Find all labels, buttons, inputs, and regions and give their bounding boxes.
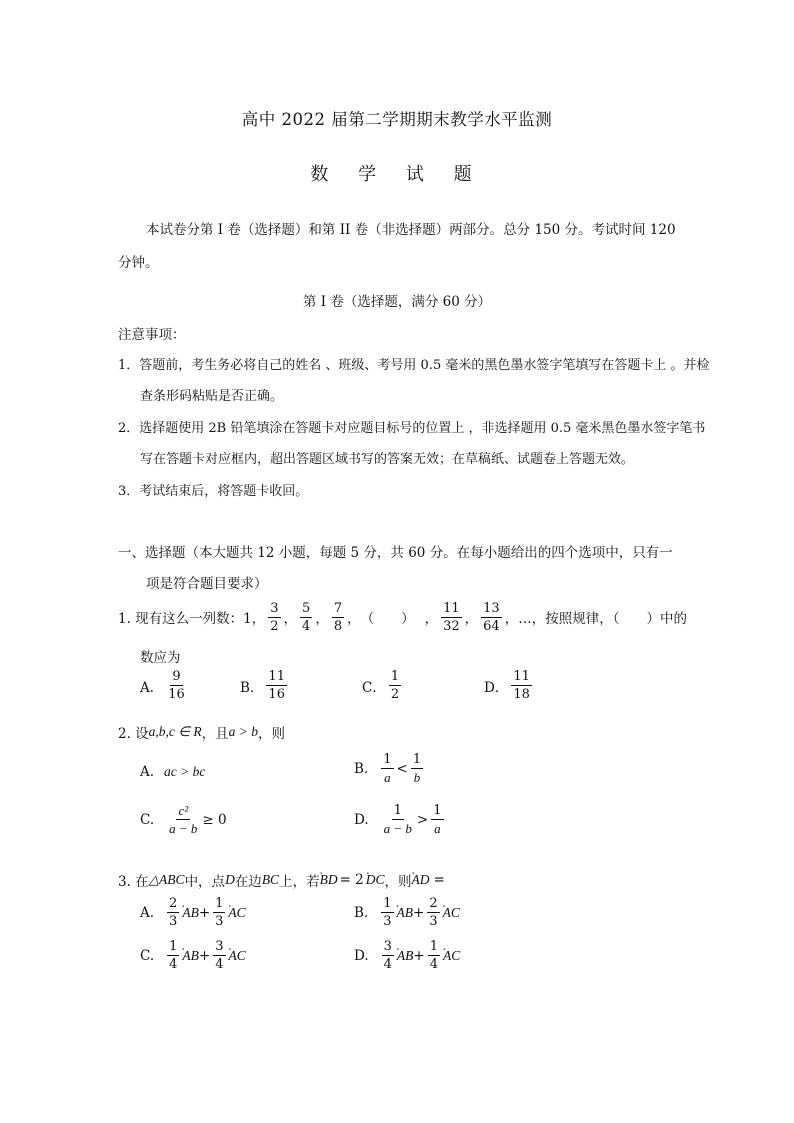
q3-option-d: D. $\frac{3}{4}$ 〪〪〪 AB + $\frac{1}{4}$ 〪〪〪 AC bbox=[354, 940, 460, 971]
q1-seq-frac: $\frac{3}{2}$ bbox=[270, 600, 279, 634]
q1-option-a: A． $\frac{9}{16}$ bbox=[140, 669, 185, 702]
part1-heading-cont: 项是符合题目要求） bbox=[146, 576, 268, 592]
q2-option-c: C. $\frac{\text{c²}}{a - b}$ ≥ 0 bbox=[140, 803, 227, 836]
part1-heading: 一、选择题（本大题共 12 小题，每题 5 分，共 60 分。在每小题给出的四个选项中，只有一 bbox=[118, 545, 673, 561]
q3-option-a: A. $\frac{2}{3}$ 〪〪〪 AB + $\frac{1}{3}$ 〪〪〪 AC bbox=[140, 897, 246, 928]
notes-heading: 注意事项： bbox=[118, 327, 186, 343]
q2-option-a: A. ac > bc bbox=[140, 764, 206, 780]
subject-title: 数 学 试 题 bbox=[310, 164, 484, 185]
q3-option-c: C. $\frac{1}{4}$ 〪〪〪 AB + $\frac{3}{4}$ 〪〪〪 AC bbox=[140, 940, 246, 971]
q3-option-b: B. $\frac{1}{3}$ 〪〪〪 AB + $\frac{2}{3}$ 〪〪〪 AC bbox=[354, 897, 460, 928]
note-2-cont: 写在答题卡对应框内，超出答题区域书写的答案无效；在草稿纸、试题卷上答题无效。 bbox=[140, 452, 635, 467]
note-1: 1．答题前，考生务必将自己的姓名 、班级、考号用 0.5 毫米的黑色墨水签字笔填写在答题卡上 。并检 bbox=[118, 358, 710, 373]
exam-title: 高中 2022 届第二学期期末教学水平监测 bbox=[241, 110, 553, 129]
question-2: 2. 设 a,b,c ∈ R ，且 a > b ，则 bbox=[118, 724, 286, 742]
q1-seq-frac: $\frac{7}{8}$ bbox=[333, 600, 343, 634]
question-3: 3. 在 △ABC 中，点 D 在边 BC 上，若 〪〪〪 BD = 2 〪〪〪 DC ，则 〪〪〪 AD = bbox=[118, 870, 445, 890]
q1-option-c: C． $\frac{1}{2}$ bbox=[362, 669, 400, 702]
q1-seq-frac: $\frac{5}{4}$ bbox=[302, 600, 311, 634]
intro-line-2: 分钟。 bbox=[118, 255, 159, 271]
q1-seq-frac: $\frac{11}{32}$ bbox=[443, 600, 460, 634]
q1-option-b: B． $\frac{11}{16}$ bbox=[240, 669, 285, 702]
intro-line-1: 本试卷分第 I 卷（选择题）和第 II 卷（非选择题）两部分。总分 150 分。考试时间 120 bbox=[146, 222, 676, 238]
note-2: 2．选择题使用 2B 铅笔填涂在答题卡对应题目标号的位置上 ，非选择题用 0.5 毫米黑色墨水签字笔书 bbox=[118, 421, 706, 436]
question-1: 1. 现有这么一列数：1， $\frac{3}{2}$ ， $\frac{5}{4}$ ， $\frac{7}{8}$ ， （ ） ， $\frac{11}{32}$ ， $\frac{13}{64}$ ，…，按照规律，（ ）中的 bbox=[118, 600, 687, 634]
section-title: 第 I 卷（选择题，满分 60 分） bbox=[302, 294, 492, 310]
q2-option-b: B. $\frac{1}{a}$ < $\frac{1}{b}$ bbox=[354, 752, 422, 785]
q1-blank: （ ） bbox=[360, 611, 415, 627]
q1-seq-frac: $\frac{13}{64}$ bbox=[483, 600, 500, 634]
q1-option-d: D． $\frac{11}{18}$ bbox=[484, 669, 530, 702]
note-3: 3．考试结束后，将答题卡收回。 bbox=[118, 484, 309, 499]
q1-line-2: 数应为 bbox=[140, 650, 181, 666]
q1-tail: ，…，按照规律，（ ）中的 bbox=[504, 611, 687, 627]
note-1-cont: 查条形码粘贴是否正确。 bbox=[140, 389, 284, 404]
q2-option-d: D. $\frac{1}{a - b}$ > $\frac{1}{a}$ bbox=[354, 803, 442, 836]
q1-prefix: 1. 现有这么一列数：1， bbox=[118, 611, 266, 627]
